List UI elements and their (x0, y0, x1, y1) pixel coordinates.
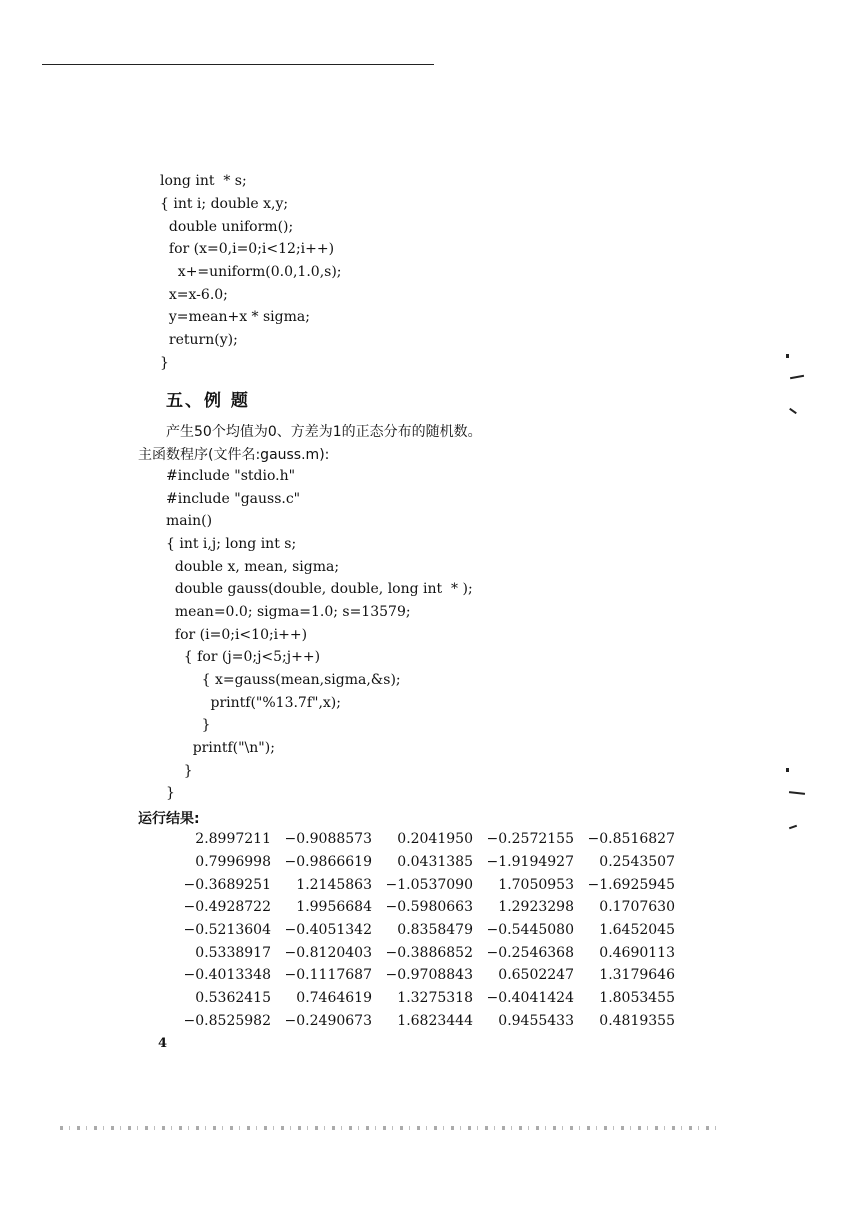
result-cell: 0.0431385 (397, 854, 473, 871)
code-line: double x, mean, sigma; (166, 559, 340, 575)
result-cell: −0.8120403 (284, 944, 372, 961)
table-row (170, 873, 675, 896)
header-rule (42, 64, 434, 65)
code-line: { x=gauss(mean,sigma,&s); (166, 672, 401, 688)
scan-artifact (786, 354, 789, 358)
results-table (170, 828, 675, 1032)
code-line: y=mean+x * sigma; (160, 309, 310, 325)
result-cell: 0.7996998 (195, 854, 271, 871)
code-line: double gauss(double, double, long int * ); (166, 581, 473, 597)
scan-artifact (786, 768, 789, 772)
result-cell: 1.6452045 (599, 922, 675, 939)
result-cell: 0.1707630 (599, 899, 675, 916)
result-cell: −0.3689251 (183, 876, 271, 893)
code-line: { int i; double x,y; (160, 196, 289, 212)
code-line: { int i,j; long int s; (166, 536, 297, 552)
result-cell: 1.9956684 (296, 899, 372, 916)
code-line: mean=0.0; sigma=1.0; s=13579; (166, 604, 411, 620)
code-line: #include "gauss.c" (166, 491, 301, 507)
result-cell: −0.1117687 (284, 967, 372, 984)
code-line: { for (j=0;j<5;j++) (166, 649, 321, 665)
table-row (170, 851, 675, 874)
result-cell: −0.4928722 (183, 899, 271, 916)
result-cell: −0.4013348 (183, 967, 271, 984)
result-cell: 0.2041950 (397, 831, 473, 848)
result-cell: 0.4690113 (599, 944, 675, 961)
code-line: printf("%13.7f",x); (166, 695, 341, 711)
table-row (170, 987, 675, 1010)
code-line: printf("\n"); (166, 740, 275, 756)
result-cell: 2.8997211 (195, 831, 271, 848)
result-cell: −0.4041424 (486, 990, 574, 1007)
code-line: } (166, 763, 193, 779)
result-cell: −0.9708843 (385, 967, 473, 984)
result-cell: 0.5362415 (195, 990, 271, 1007)
table-row (170, 896, 675, 919)
problem-text: 产生50个均值为0、方差为1的正态分布的随机数。 (166, 424, 482, 440)
result-cell: −0.5445080 (486, 922, 574, 939)
scan-artifact (789, 825, 797, 830)
table-row (170, 941, 675, 964)
result-cell: −1.9194927 (486, 854, 574, 871)
result-cell: −0.3886852 (385, 944, 473, 961)
result-cell: 0.7464619 (296, 990, 372, 1007)
code-line: for (x=0,i=0;i<12;i++) (160, 241, 335, 257)
result-cell: −1.0537090 (385, 876, 473, 893)
result-cell: 1.2923298 (498, 899, 574, 916)
result-cell: −0.4051342 (284, 922, 372, 939)
result-cell: 1.3275318 (397, 990, 473, 1007)
scan-artifact (790, 375, 804, 379)
result-cell: 1.6823444 (397, 1012, 473, 1029)
result-cell: 1.7050953 (498, 876, 574, 893)
result-cell: 0.8358479 (397, 922, 473, 939)
code-line: for (i=0;i<10;i++) (166, 627, 308, 643)
code-line: } (166, 717, 211, 733)
code-line: } (166, 785, 175, 801)
result-cell: −0.2490673 (284, 1012, 372, 1029)
code-line: } (160, 355, 169, 371)
result-cell: 0.2543507 (599, 854, 675, 871)
table-row (170, 828, 675, 851)
result-cell: 1.3179646 (599, 967, 675, 984)
table-row (170, 964, 675, 987)
result-cell: 1.2145863 (296, 876, 372, 893)
result-cell: −0.8516827 (587, 831, 675, 848)
table-row (170, 1010, 675, 1033)
result-cell: −0.5213604 (183, 922, 271, 939)
main-program-label: 主函数程序(文件名:gauss.m): (138, 447, 330, 463)
result-cell: −0.9088573 (284, 831, 372, 848)
code-line: #include "stdio.h" (166, 468, 296, 484)
code-line: x+=uniform(0.0,1.0,s); (160, 264, 342, 280)
result-cell: 0.9455433 (498, 1012, 574, 1029)
code-line: return(y); (160, 332, 238, 348)
code-line: long int * s; (160, 173, 247, 189)
page-number: 4 (158, 1036, 168, 1051)
scan-artifact (789, 408, 797, 414)
result-cell: 0.4819355 (599, 1012, 675, 1029)
section-heading: 五、例 题 (166, 391, 250, 411)
result-cell: −0.8525982 (183, 1012, 271, 1029)
scan-artifact (60, 1126, 720, 1130)
result-cell: −0.9866619 (284, 854, 372, 871)
result-cell: −1.6925945 (587, 876, 675, 893)
code-line: x=x-6.0; (160, 287, 228, 303)
result-cell: 0.6502247 (498, 967, 574, 984)
code-line: double uniform(); (160, 219, 294, 235)
result-cell: 1.8053455 (599, 990, 675, 1007)
result-cell: −0.2572155 (486, 831, 574, 848)
table-row (170, 919, 675, 942)
result-cell: 0.5338917 (195, 944, 271, 961)
result-cell: −0.2546368 (486, 944, 574, 961)
code-line: main() (166, 513, 213, 529)
result-cell: −0.5980663 (385, 899, 473, 916)
results-label: 运行结果: (138, 811, 200, 827)
scan-artifact (789, 791, 805, 795)
